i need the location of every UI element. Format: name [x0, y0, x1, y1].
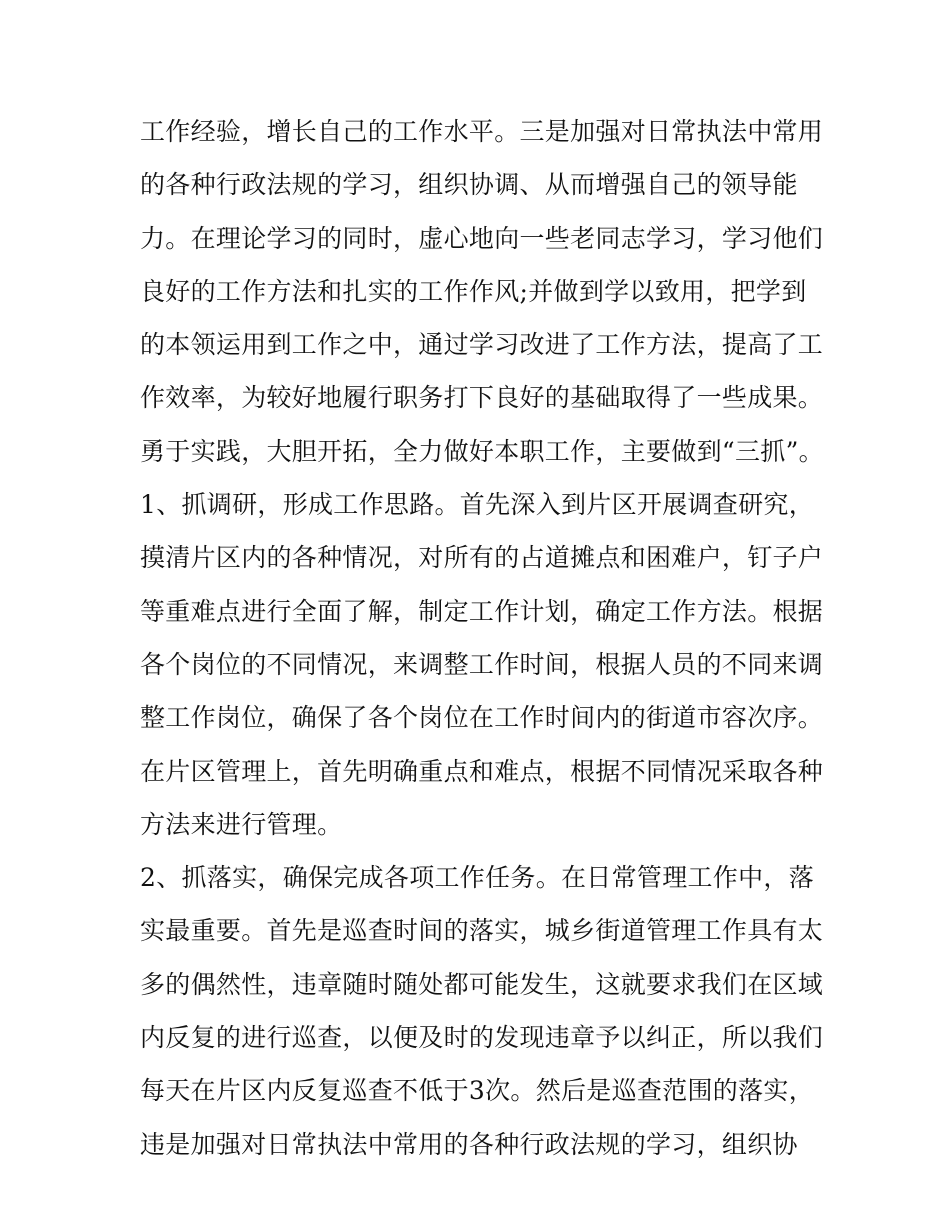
text-line: 作效率，为较好地履行职务打下良好的基础取得了一些成果。	[140, 383, 824, 413]
text-line: 工作经验，增长自己的工作水平。三是加强对日常执法中常用	[140, 117, 824, 146]
text-line: 每天在片区内反复巡查不低于3次。然后是巡查范围的落实，	[140, 1076, 815, 1106]
text-line: 方法来进行管理。	[140, 809, 343, 839]
text-line: 摸清片区内的各种情况，对所有的占道摊点和困难户，钉子户	[140, 543, 824, 573]
body-text	[140, 105, 824, 1171]
text-line: 多的偶然性，违章随时随处都可能发生，这就要求我们在区域	[140, 969, 824, 999]
text-line: 力。在理论学习的同时，虚心地向一些老同志学习，学习他们	[140, 223, 824, 253]
text-line: 2、抓落实，确保完成各项工作任务。在日常管理工作中，落	[140, 863, 815, 893]
text-line: 各个岗位的不同情况，来调整工作时间，根据人员的不同来调	[140, 649, 824, 679]
text-line: 1、抓调研，形成工作思路。首先深入到片区开展调查研究，	[140, 490, 815, 520]
text-line: 等重难点进行全面了解，制定工作计划，确定工作方法。根据	[140, 596, 824, 626]
text-line: 的本领运用到工作之中，通过学习改进了工作方法，提高了工	[140, 330, 824, 360]
text-line: 违是加强对日常执法中常用的各种行政法规的学习，组织协	[140, 1129, 798, 1159]
text-line: 内反复的进行巡查，以便及时的发现违章予以纠正，所以我们	[140, 1023, 824, 1053]
text-line: 实最重要。首先是巡查时间的落实，城乡街道管理工作具有太	[140, 916, 824, 946]
text-line: 整工作岗位，确保了各个岗位在工作时间内的街道市容次序。	[140, 703, 824, 733]
text-line: 在片区管理上，首先明确重点和难点，根据不同情况采取各种	[140, 756, 824, 786]
text-line: 的各种行政法规的学习，组织协调、从而增强自己的领导能	[140, 170, 798, 200]
text-line: 勇于实践，大胆开拓，全力做好本职工作，主要做到“三抓”。	[140, 436, 824, 466]
text-line: 良好的工作方法和扎实的工作作风;并做到学以致用，把学到	[140, 276, 807, 306]
